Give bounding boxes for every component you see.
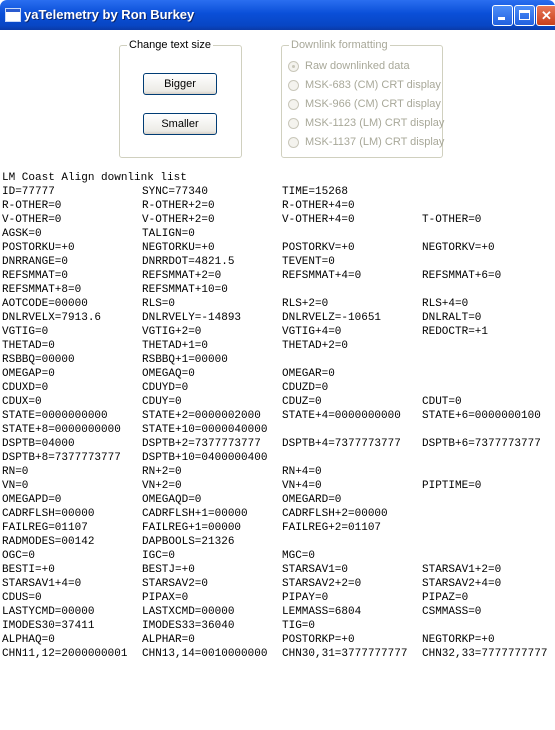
listing-cell: CDUX=0 (2, 396, 42, 408)
downlink-formatting-legend: Downlink formatting (291, 39, 388, 51)
listing-cell: RSBBQ+1=00000 (142, 354, 228, 366)
change-text-size-legend: Change text size (129, 39, 211, 51)
minimize-icon (498, 17, 505, 20)
listing-cell: SYNC=77340 (142, 186, 209, 198)
listing-cell: OGC=0 (2, 550, 36, 562)
listing-cell: THETAD+2=0 (282, 340, 349, 352)
listing-row (2, 535, 235, 549)
listing-row (2, 647, 548, 661)
listing-row (2, 479, 482, 493)
radio-label: MSK-966 (CM) CRT display (305, 98, 441, 110)
listing-cell: ALPHAQ=0 (2, 634, 55, 646)
listing-cell: TALIGN=0 (142, 228, 195, 240)
listing-cell: VGTIG+4=0 (282, 326, 342, 338)
listing-heading: LM Coast Align downlink list (2, 172, 187, 184)
listing-cell: LEMMASS=6804 (282, 606, 362, 618)
listing-cell: VN=0 (2, 480, 29, 492)
listing-cell: PIPAX=0 (142, 592, 189, 604)
listing-cell: NEGTORKU=+0 (142, 242, 215, 254)
listing-row (2, 297, 469, 311)
listing-row (2, 465, 322, 479)
listing-cell: NEGTORKP=+0 (422, 634, 495, 646)
listing-cell: TEVENT=0 (282, 256, 335, 268)
listing-cell: STARSAV1+4=0 (2, 578, 82, 590)
listing-cell: STATE+2=0000002000 (142, 410, 261, 422)
listing-cell: VN+2=0 (142, 480, 182, 492)
listing-cell: TIME=15268 (282, 186, 349, 198)
listing-row (2, 213, 482, 227)
listing-row (2, 199, 355, 213)
listing-row (2, 283, 228, 297)
listing-cell: IMODES33=36040 (142, 620, 235, 632)
listing-cell: CADRFLSH+2=00000 (282, 508, 388, 520)
listing-cell: THETAD=0 (2, 340, 55, 352)
listing-cell: V-OTHER+4=0 (282, 214, 355, 226)
listing-cell: OMEGAQD=0 (142, 494, 202, 506)
listing-cell: R-OTHER+4=0 (282, 200, 355, 212)
listing-cell: VGTIG=0 (2, 326, 49, 338)
listing-cell: CDUZD=0 (282, 382, 329, 394)
listing-row (2, 227, 195, 241)
listing-cell: PIPAY=0 (282, 592, 329, 604)
maximize-icon (519, 10, 530, 20)
listing-cell: STARSAV2=0 (142, 578, 209, 590)
listing-cell: DNLRVELY=-14893 (142, 312, 242, 324)
listing-row (2, 437, 541, 451)
radio-label: MSK-1123 (LM) CRT display (305, 117, 445, 129)
listing-row (2, 521, 382, 535)
listing-row (2, 241, 495, 255)
listing-cell: OMEGAR=0 (282, 368, 335, 380)
listing-cell: T-OTHER=0 (422, 214, 482, 226)
listing-row (2, 591, 469, 605)
listing-cell: R-OTHER=0 (2, 200, 62, 212)
listing-cell: OMEGARD=0 (282, 494, 342, 506)
listing-cell: STARSAV1+2=0 (422, 564, 502, 576)
listing-row (2, 395, 462, 409)
radio-button-icon (288, 61, 299, 72)
listing-row (2, 633, 495, 647)
listing-cell: CDUZ=0 (282, 396, 322, 408)
change-text-size-group (119, 39, 242, 158)
listing-cell: CHN32,33=7777777777 (422, 648, 548, 660)
listing-cell: IGC=0 (142, 550, 176, 562)
listing-row (2, 311, 482, 325)
listing-cell: PIPAZ=0 (422, 592, 469, 604)
listing-cell: NEGTORKV=+0 (422, 242, 495, 254)
listing-cell: LASTYCMD=00000 (2, 606, 95, 618)
listing-cell: RSBBQ=00000 (2, 354, 75, 366)
listing-cell: DAPBOOLS=21326 (142, 536, 235, 548)
listing-cell: R-OTHER+2=0 (142, 200, 215, 212)
listing-cell: THETAD+1=0 (142, 340, 209, 352)
smaller-button[interactable]: Smaller (143, 113, 217, 135)
listing-cell: DSPTB+10=0400000400 (142, 452, 268, 464)
listing-row (2, 451, 268, 465)
listing-cell: AGSK=0 (2, 228, 42, 240)
listing-row (2, 423, 268, 437)
listing-cell: RLS+4=0 (422, 298, 469, 310)
listing-cell: CHN13,14=0010000000 (142, 648, 268, 660)
downlink-formatting-group (281, 39, 445, 158)
listing-cell: POSTORKV=+0 (282, 242, 355, 254)
listing-cell: LASTXCMD=00000 (142, 606, 235, 618)
listing-cell: CDUYD=0 (142, 382, 189, 394)
window-title: yaTelemetry by Ron Burkey (24, 7, 195, 22)
listing-cell: REFSMMAT+2=0 (142, 270, 222, 282)
listing-row (2, 619, 316, 633)
listing-cell: BESTJ=+0 (142, 564, 195, 576)
listing-cell: STATE+6=0000000100 (422, 410, 541, 422)
listing-cell: VGTIG+2=0 (142, 326, 202, 338)
listing-cell: DSPTB=04000 (2, 438, 75, 450)
listing-cell: CDUXD=0 (2, 382, 49, 394)
listing-cell: V-OTHER=0 (2, 214, 62, 226)
listing-cell: REDOCTR=+1 (422, 326, 489, 338)
listing-cell: CSMMASS=0 (422, 606, 482, 618)
listing-rows (2, 185, 548, 661)
listing-cell: TIG=0 (282, 620, 316, 632)
listing-cell: OMEGAQ=0 (142, 368, 195, 380)
listing-cell: REFSMMAT+4=0 (282, 270, 362, 282)
listing-row (2, 269, 502, 283)
listing-cell: STARSAV2+4=0 (422, 578, 502, 590)
listing-row (2, 339, 349, 353)
listing-row (2, 255, 335, 269)
listing-cell: V-OTHER+2=0 (142, 214, 215, 226)
listing-cell: POSTORKP=+0 (282, 634, 355, 646)
listing-cell: RN+4=0 (282, 466, 322, 478)
maximize-button[interactable] (514, 5, 535, 26)
listing-cell: CDUT=0 (422, 396, 462, 408)
listing-row (2, 507, 388, 521)
listing-row (2, 577, 502, 591)
listing-row (2, 563, 502, 577)
listing-cell: DNLRVELZ=-10651 (282, 312, 382, 324)
close-button[interactable] (536, 5, 555, 26)
radio-label: MSK-1137 (LM) CRT display (305, 136, 445, 148)
listing-cell: DSPTB+4=7377773777 (282, 438, 401, 450)
listing-cell: RLS+2=0 (282, 298, 329, 310)
listing-cell: ID=77777 (2, 186, 55, 198)
listing-row (2, 605, 482, 619)
bigger-button[interactable]: Bigger (143, 73, 217, 95)
listing-cell: REFSMMAT+10=0 (142, 284, 228, 296)
listing-cell: FAILREG=01107 (2, 522, 88, 534)
listing-cell: PIPTIME=0 (422, 480, 482, 492)
listing-cell: CADRFLSH=00000 (2, 508, 95, 520)
listing-cell: ALPHAR=0 (142, 634, 195, 646)
listing-cell: CDUS=0 (2, 592, 42, 604)
listing-cell: DNLRALT=0 (422, 312, 482, 324)
listing-cell: REFSMMAT+8=0 (2, 284, 82, 296)
window-client-area (0, 30, 555, 730)
listing-row (2, 185, 349, 199)
listing-cell: DSPTB+6=7377773777 (422, 438, 541, 450)
listing-cell: RN+2=0 (142, 466, 182, 478)
listing-cell: STATE+4=0000000000 (282, 410, 401, 422)
listing-row (2, 367, 335, 381)
listing-cell: CDUY=0 (142, 396, 182, 408)
listing-cell: DNRRANGE=0 (2, 256, 69, 268)
listing-row (2, 409, 541, 423)
close-icon: ✕ (541, 8, 552, 23)
radio-button-icon (288, 118, 299, 129)
radio-button-icon (288, 80, 299, 91)
downlink-listing (2, 171, 548, 661)
radio-label: MSK-683 (CM) CRT display (305, 79, 441, 91)
listing-cell: DSPTB+8=7377773777 (2, 452, 121, 464)
listing-cell: BESTI=+0 (2, 564, 55, 576)
listing-cell: DNRRDOT=4821.5 (142, 256, 235, 268)
listing-cell: POSTORKU=+0 (2, 242, 75, 254)
listing-row (2, 381, 329, 395)
radio-label: Raw downlinked data (305, 60, 410, 72)
listing-cell: DSPTB+2=7377773777 (142, 438, 261, 450)
listing-cell: VN+4=0 (282, 480, 322, 492)
app-window-icon (5, 8, 21, 22)
listing-cell: MGC=0 (282, 550, 316, 562)
listing-cell: CHN30,31=3777777777 (282, 648, 408, 660)
listing-cell: CHN11,12=2000000001 (2, 648, 128, 660)
listing-row (2, 353, 228, 367)
listing-cell: REFSMMAT+6=0 (422, 270, 502, 282)
listing-cell: STATE+8=0000000000 (2, 424, 121, 436)
listing-cell: OMEGAP=0 (2, 368, 55, 380)
minimize-button[interactable] (492, 5, 513, 26)
listing-cell: OMEGAPD=0 (2, 494, 62, 506)
listing-cell: STARSAV1=0 (282, 564, 349, 576)
radio-button-icon (288, 99, 299, 110)
listing-row (2, 493, 342, 507)
radio-button-icon (288, 137, 299, 148)
listing-cell: CADRFLSH+1=00000 (142, 508, 248, 520)
listing-row (2, 549, 316, 563)
listing-cell: IMODES30=37411 (2, 620, 95, 632)
listing-cell: RLS=0 (142, 298, 176, 310)
title-bar[interactable] (0, 0, 555, 30)
listing-cell: REFSMMAT=0 (2, 270, 69, 282)
listing-row (2, 325, 489, 339)
listing-cell: AOTCODE=00000 (2, 298, 88, 310)
listing-cell: DNLRVELX=7913.6 (2, 312, 102, 324)
listing-cell: STATE+10=0000040000 (142, 424, 268, 436)
listing-cell: STARSAV2+2=0 (282, 578, 362, 590)
listing-cell: FAILREG+2=01107 (282, 522, 382, 534)
listing-cell: FAILREG+1=00000 (142, 522, 242, 534)
listing-cell: STATE=0000000000 (2, 410, 108, 422)
listing-cell: RN=0 (2, 466, 29, 478)
listing-cell: RADMODES=00142 (2, 536, 95, 548)
